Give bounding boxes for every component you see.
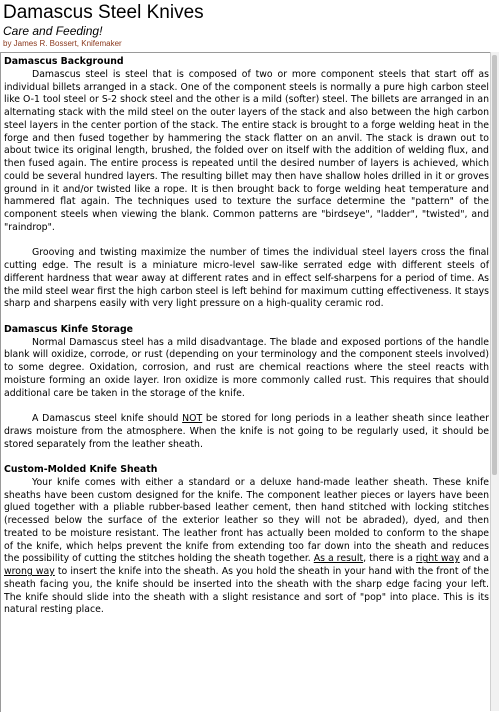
paragraph: Grooving and twisting maximize the number of times the individual steel layers cross the final cutting edge. The result is a miniature micro-level saw-like serrated edge with different steels of different hardness that wear away at different rates and in effect self-sharpens for a period of time. As the mild steel wear first the high carbon steel is left behind for maximum cutting effectiveness. It stays sharp and sharpens easily with very light pressure on a high-quality ceramic rod.	[4, 247, 489, 310]
emphasis-right-way: right way	[415, 553, 460, 565]
paragraph: Normal Damascus steel has a mild disadvantage. The blade and exposed portions of the handle blank will oxidize, corrode, or rust (depending on your terminology and the component steels involved) to some degree. Oxidation, corrosion, and rust are chemical reactions where the steel reacts with moisture forming an oxide layer. Iron oxidize is more commonly called rust. This requires that should additional care be taken in the storage of the knife.	[4, 336, 489, 399]
scrollbar-thumb[interactable]	[492, 55, 497, 475]
paragraph: A Damascus steel knife should NOT be stored for long periods in a leather sheath since leather draws moisture from the atmosphere. When the knife is not going to be regularly used, it should be stored separately from the leather sheath.	[4, 413, 489, 450]
section-heading: Custom-Molded Knife Sheath	[4, 464, 158, 475]
author-byline: by James R. Bossert, Knifemaker	[3, 39, 122, 48]
section-heading: Damascus Background	[4, 56, 124, 67]
section-heading: Damascus Kinfe Storage	[4, 323, 133, 335]
vertical-scrollbar[interactable]	[490, 52, 499, 711]
emphasis-not: NOT	[182, 413, 203, 424]
page-header	[0, 0, 498, 52]
article-frame	[0, 52, 491, 712]
page-subtitle: Care and Feeding!	[3, 24, 103, 38]
section-damascus-background	[4, 56, 489, 311]
emphasis-as-a-result: As a result	[313, 553, 364, 565]
emphasis-wrong-way: wrong way	[4, 566, 55, 577]
paragraph: Your knife comes with either a standard or a deluxe hand-made leather sheath. These knife sheaths have been custom designed for the knife. The component leather pieces or layers have been glued together with a pliable rubber-based leather cement, then hand stitched with locking stitches (recessed below the surface of the exterior leather so they will not be abraded), dyed, and then treated to be moisture resistant. The leather front has actually been molded to conform to the shape of the knife, which helps prevent the knife from extending too far down into the sheath and reduces the possibility of cutting the stitches holding the sheath together. As a result, there is a right way and a wrong way to insert the knife into the sheath. As you hold the sheath in your hand with the front of the sheath facing you, the knife should be inserted into the sheath with the sharp edge facing your left. The knife should slide into the sheath with a slight resistance and sort of "pop" into place. This is its natural resting place.	[4, 476, 489, 616]
section-knife-storage	[4, 324, 489, 452]
section-knife-sheath	[4, 464, 489, 617]
paragraph: Damascus steel is steel that is composed of two or more component steels that start off as individual billets arranged in a stack. One of the component steels is normally a pure high carbon steel like O-1 tool steel or S-2 shock steel and the other is a mild (softer) steel. The billets are arranged in an alternating stack with the mild steel on the outer layers of the stack and also between the high carbon steel layers in the center portion of the stack. The entire stack is brought to a forge welding heat in the forge and then fused together by hammering the stack flatter on an anvil. The stack is drawn out to about twice its original length, brushed, the folded over on itself with the addition of welding flux, and then fused again. The entire process is repeated until the desired number of layers is achieved, which could be several hundred layers. The resulting billet may then have shallow holes drilled in it or groves ground in it and/or twisted like a rope. It is then brought back to forge welding heat temperature and hammered flat again. The techniques used to texture the surface determine the "pattern" of the component steels when viewing the blank. Common patterns are "birdseye", "ladder", "twisted", and "raindrop".	[4, 68, 489, 233]
page-title: Damascus Steel Knives	[3, 2, 204, 23]
article-content	[4, 56, 489, 617]
